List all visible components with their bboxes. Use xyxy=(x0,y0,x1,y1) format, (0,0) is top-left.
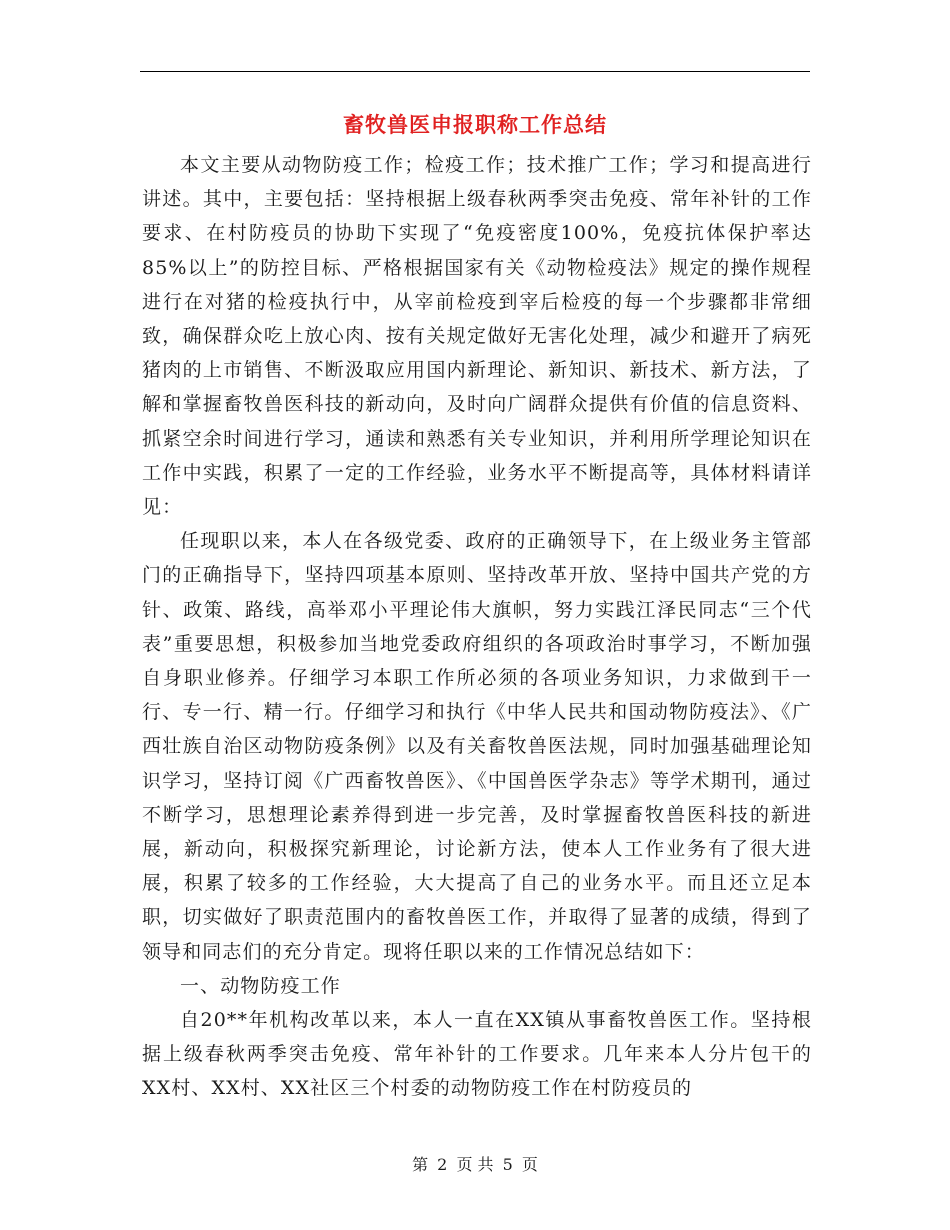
paragraph-animal-epidemic-prevention: 自20**年机构改革以来，本人一直在XX镇从事畜牧兽医工作。坚持根据上级春秋两季突击免疫、常年补针的工作要求。几年来本人分片包干的XX村、XX村、XX社区三个村委的动物防疫工作在村防疫员的 xyxy=(142,1009,812,1100)
paragraph-summary: 本文主要从动物防疫工作；检疫工作；技术推广工作；学习和提高进行讲述。其中，主要包括：坚持根据上级春秋两季突击免疫、常年补针的工作要求、在村防疫员的协助下实现了“免疫密度100%，免疫抗体保护率达85%以上”的防控目标、严格根据国家有关《动物检疫法》规定的操作规程进行在对猪的检疫执行中，从宰前检疫到宰后检疫的每一个步骤都非常细致，确保群众吃上放心肉、按有关规定做好无害化处理，减少和避开了病死猪肉的上市销售、不断汲取应用国内新理论、新知识、新技术、新方法，了解和掌握畜牧兽医科技的新动向，及时向广阔群众提供有价值的信息资料、抓紧空余时间进行学习，通读和熟悉有关专业知识，并利用所学理论知识在工作中实践，积累了一定的工作经验，业务水平不断提高等，具体材料请详见： xyxy=(142,154,812,519)
section-heading-animal-epidemic-prevention: 一、动物防疫工作 xyxy=(180,974,341,997)
footer-prefix: 第 xyxy=(412,1155,429,1174)
footer-total-pages: 5 xyxy=(502,1155,513,1174)
page-footer xyxy=(140,1154,810,1176)
footer-current-page: 2 xyxy=(437,1155,448,1174)
header-rule xyxy=(140,71,810,72)
document-title: 畜牧兽医申报职称工作总结 xyxy=(343,112,607,137)
footer-middle: 页 共 xyxy=(456,1155,494,1174)
footer-suffix: 页 xyxy=(521,1155,538,1174)
paragraph-overview: 任现职以来，本人在各级党委、政府的正确领导下，在上级业务主管部门的正确指导下，坚持四项基本原则、坚持改革开放、坚持中国共产党的方针、政策、路线，高举邓小平理论伟大旗帜，努力实践江泽民同志“三个代表”重要思想，积极参加当地党委政府组织的各项政治时事学习，不断加强自身职业修养。仔细学习本职工作所必须的各项业务知识，力求做到干一行、专一行、精一行。仔细学习和执行《中华人民共和国动物防疫法》、《广西壮族自治区动物防疫条例》以及有关畜牧兽医法规，同时加强基础理论知识学习，坚持订阅《广西畜牧兽医》、《中国兽医学杂志》等学术期刊，通过不断学习，思想理论素养得到进一步完善，及时掌握畜牧兽医科技的新进展，新动向，积极探究新理论，讨论新方法，使本人工作业务有了很大进展，积累了较多的工作经验，大大提高了自己的业务水平。而且还立足本职，切实做好了职责范围内的畜牧兽医工作，并取得了显著的成绩，得到了领导和同志们的充分肯定。现将任职以来的工作情况总结如下： xyxy=(142,530,812,963)
document-body xyxy=(142,148,812,1106)
